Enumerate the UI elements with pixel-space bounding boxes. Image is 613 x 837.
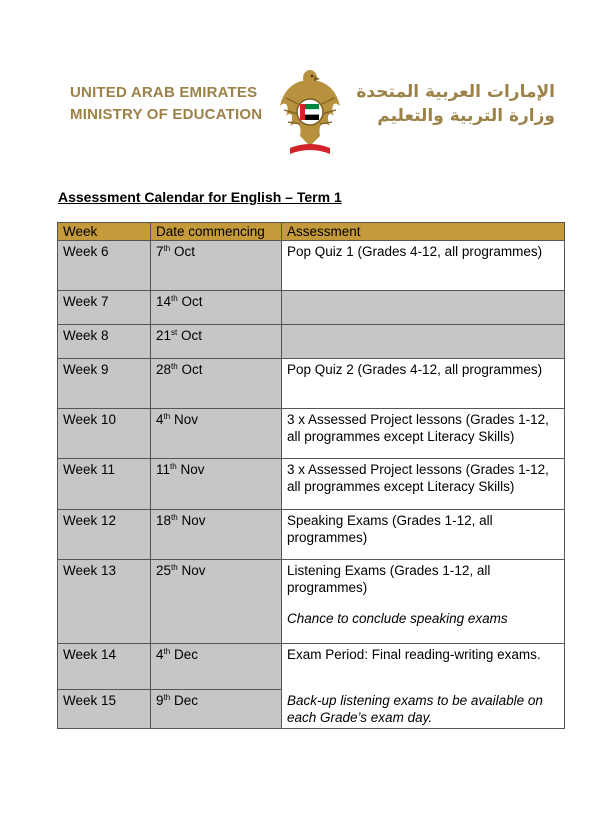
week-cell: Week 11 (58, 459, 151, 510)
assessment-cell (282, 560, 565, 644)
table-row (58, 644, 565, 690)
date-day: 4 (156, 647, 164, 662)
date-day: 28 (156, 362, 172, 377)
document-title: Assessment Calendar for English – Term 1 (58, 189, 342, 205)
assessment-cell: Pop Quiz 1 (Grades 4-12, all programmes) (282, 241, 565, 291)
uae-falcon-emblem-icon (276, 66, 344, 158)
date-day: 18 (156, 513, 172, 528)
week-cell: Week 15 (58, 690, 151, 729)
date-suffix: th (171, 563, 178, 572)
assessment-cell: Pop Quiz 2 (Grades 4-12, all programmes) (282, 359, 565, 409)
date-cell (151, 690, 282, 729)
date-suffix: th (163, 244, 171, 253)
week-cell: Week 7 (58, 291, 151, 325)
date-suffix: st (171, 328, 178, 337)
week-cell: Week 10 (58, 409, 151, 459)
date-day: 14 (156, 294, 172, 309)
assessment-text: Listening Exams (Grades 1-12, all programmes) (287, 563, 491, 595)
assessment-cell (282, 690, 565, 729)
org-ar-line2: وزارة التربية والتعليم (377, 106, 555, 126)
date-day: 9 (156, 693, 164, 708)
assessment-note: Chance to conclude speaking exams (287, 611, 508, 626)
table-row (58, 359, 565, 409)
table-row (58, 241, 565, 291)
week-cell: Week 9 (58, 359, 151, 409)
org-en-line2: MINISTRY OF EDUCATION (70, 106, 263, 123)
date-month: Nov (180, 462, 205, 477)
date-cell (151, 325, 282, 359)
date-month: Oct (181, 362, 203, 377)
date-cell (151, 459, 282, 510)
date-day: 7 (156, 244, 164, 259)
week-cell: Week 12 (58, 510, 151, 560)
date-cell (151, 241, 282, 291)
date-suffix: th (171, 294, 178, 303)
week-cell: Week 8 (58, 325, 151, 359)
table-row (58, 510, 565, 560)
date-suffix: th (171, 513, 178, 522)
date-cell (151, 510, 282, 560)
date-month: Oct (181, 328, 203, 343)
week-cell: Week 13 (58, 560, 151, 644)
assessment-cell: 3 x Assessed Project lessons (Grades 1-12, all programmes except Literacy Skills) (282, 459, 565, 510)
week-cell: Week 14 (58, 644, 151, 690)
assessment-cell: Speaking Exams (Grades 1-12, all programmes) (282, 510, 565, 560)
assessment-note: Back-up listening exams to be available on each Grade’s exam day. (287, 692, 543, 725)
assessment-cell: Exam Period: Final reading-writing exams. (282, 644, 565, 690)
header-assessment: Assessment (282, 223, 565, 241)
table-row (58, 409, 565, 459)
letterhead (0, 60, 613, 160)
date-day: 11 (156, 462, 171, 477)
date-month: Nov (181, 513, 206, 528)
date-month: Oct (181, 294, 203, 309)
org-name-arabic (356, 80, 555, 128)
assessment-cell (282, 325, 565, 359)
date-cell (151, 359, 282, 409)
table-row (58, 459, 565, 510)
date-cell (151, 644, 282, 690)
date-suffix: th (171, 362, 178, 371)
date-suffix: th (163, 647, 171, 656)
date-month: Dec (173, 647, 198, 662)
date-month: Oct (173, 244, 195, 259)
date-cell (151, 291, 282, 325)
header-week: Week (58, 223, 151, 241)
date-day: 4 (156, 412, 164, 427)
date-suffix: th (163, 412, 171, 421)
assessment-calendar-table (57, 222, 565, 729)
org-name-english (70, 82, 262, 126)
date-cell (151, 409, 282, 459)
table-header-row (58, 223, 565, 241)
week-cell: Week 6 (58, 241, 151, 291)
date-month: Nov (181, 563, 206, 578)
table-row (58, 560, 565, 644)
assessment-cell (282, 291, 565, 325)
table-row (58, 325, 565, 359)
org-en-line1: UNITED ARAB EMIRATES (70, 84, 258, 101)
date-cell (151, 560, 282, 644)
date-suffix: th (163, 693, 171, 702)
assessment-cell: 3 x Assessed Project lessons (Grades 1-12, all programmes except Literacy Skills) (282, 409, 565, 459)
date-day: 25 (156, 563, 172, 578)
date-month: Nov (173, 412, 198, 427)
date-month: Dec (173, 693, 198, 708)
date-day: 21 (156, 328, 172, 343)
table-row (58, 690, 565, 729)
header-date-commencing: Date commencing (151, 223, 282, 241)
org-ar-line1: الإمارات العربية المتحدة (356, 82, 555, 102)
table-row (58, 291, 565, 325)
date-suffix: th (170, 462, 177, 471)
